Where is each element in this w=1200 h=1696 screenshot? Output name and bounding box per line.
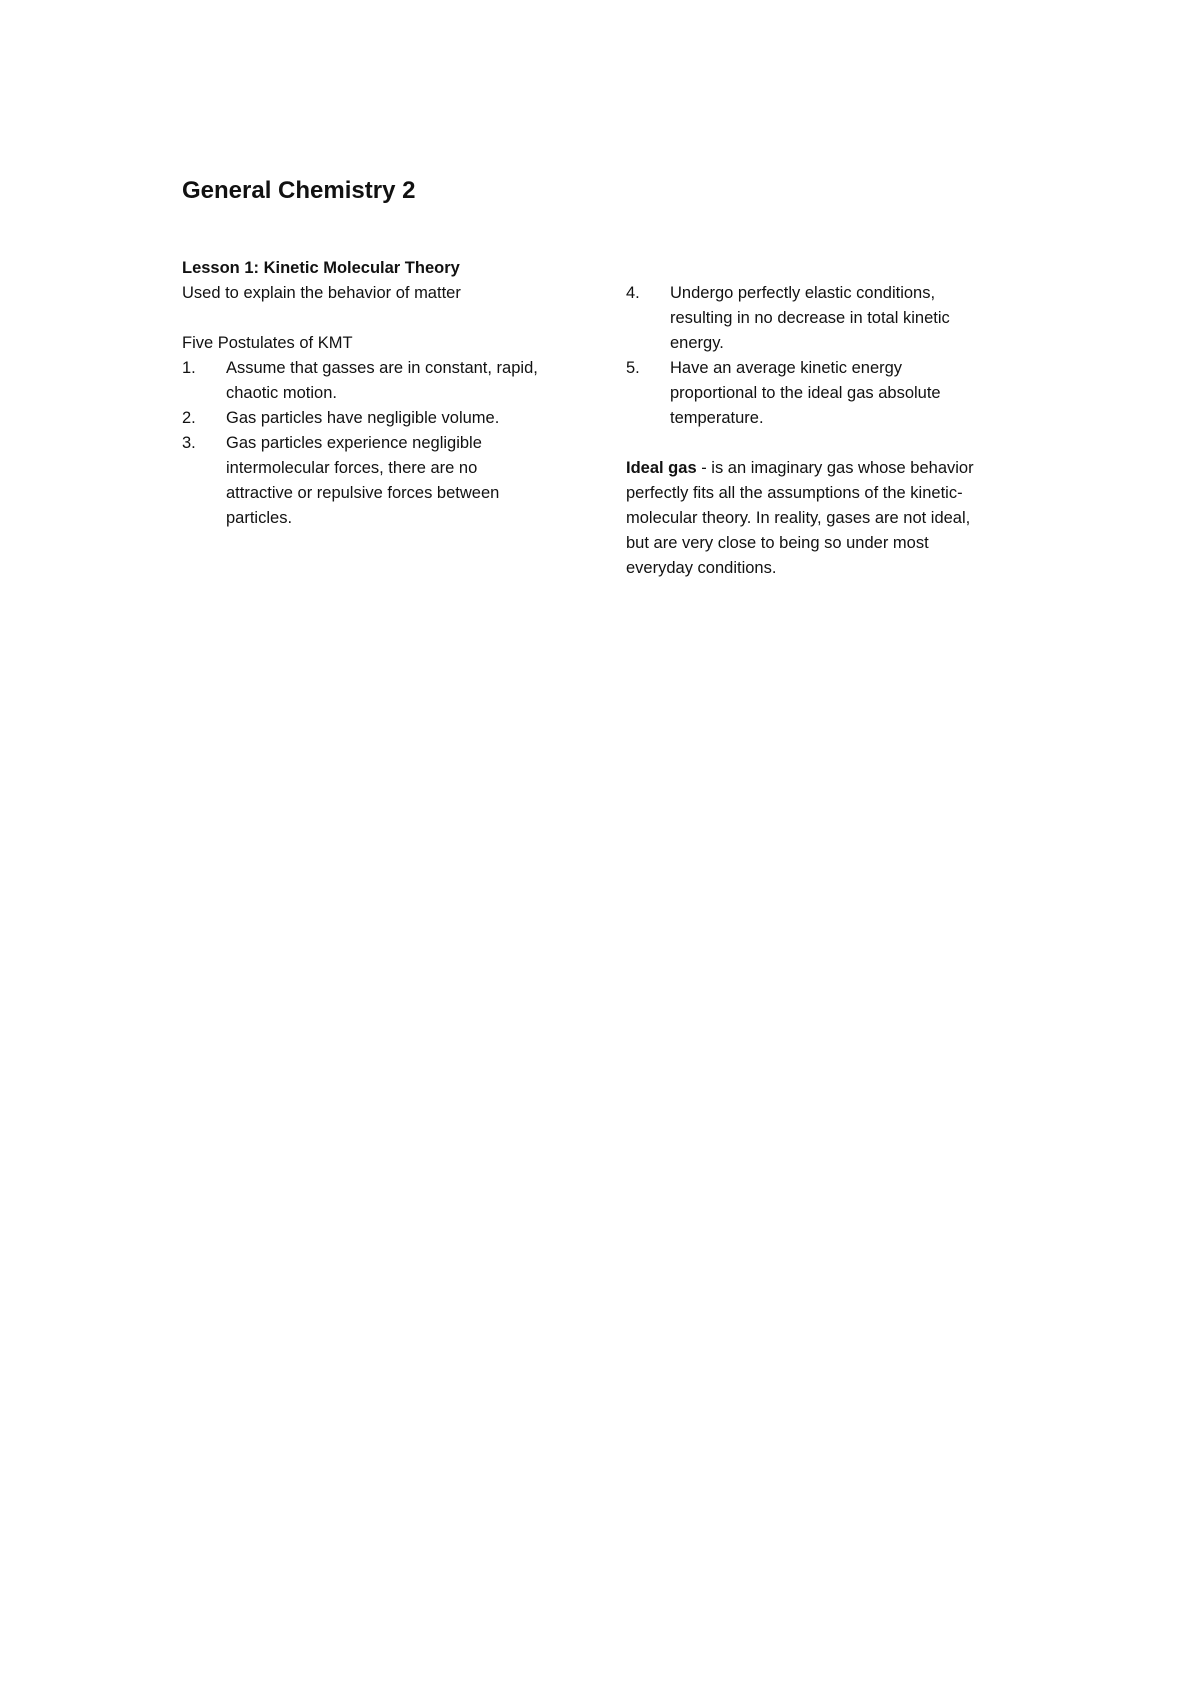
list-text-line: Have an average kinetic energy [670,359,903,377]
list-text-line: Assume that gasses are in constant, rapid, [226,359,538,377]
list-text-line: energy. [670,334,724,352]
lesson-intro: Used to explain the behavior of matter [182,284,461,302]
definition-first-line [626,456,1036,481]
list-text-line: intermolecular forces, there are no [226,459,478,477]
lesson-heading: Lesson 1: Kinetic Molecular Theory [182,259,460,277]
postulates-list-right [626,281,1036,431]
list-text-line: attractive or repulsive forces between [226,484,500,502]
postulates-heading: Five Postulates of KMT [182,334,353,352]
ideal-gas-definition [626,456,1036,581]
list-item [626,356,1036,431]
definition-line: but are very close to being so under most [626,534,929,552]
postulates-list-left [182,356,602,531]
list-text-line: Gas particles experience negligible [226,434,482,452]
list-text-line: chaotic motion. [226,384,337,402]
list-number: 3. [182,434,196,452]
list-text-line: proportional to the ideal gas absolute [670,384,941,402]
list-item [182,406,602,431]
list-number: 4. [626,284,640,302]
list-number: 5. [626,359,640,377]
right-column [626,281,1036,581]
list-item [182,431,602,531]
list-text-line: particles. [226,509,293,527]
page-title: General Chemistry 2 [182,177,416,204]
spacer [182,306,602,331]
list-text-line: Undergo perfectly elastic conditions, [670,284,936,302]
definition-text: - is an imaginary gas whose behavior [696,459,974,477]
list-text-line: temperature. [670,409,764,427]
definition-line: molecular theory. In reality, gases are not ideal, [626,509,971,527]
ideal-gas-term: Ideal gas [626,459,697,477]
list-text-line: Gas particles have negligible volume. [226,409,500,427]
spacer [626,431,1036,456]
list-number: 2. [182,409,196,427]
definition-line: perfectly fits all the assumptions of the kinetic- [626,484,963,502]
left-column [182,256,602,531]
definition-line: everyday conditions. [626,559,777,577]
list-item [182,356,602,406]
list-item [626,281,1036,356]
list-text-line: resulting in no decrease in total kinetic [670,309,950,327]
list-number: 1. [182,359,196,377]
